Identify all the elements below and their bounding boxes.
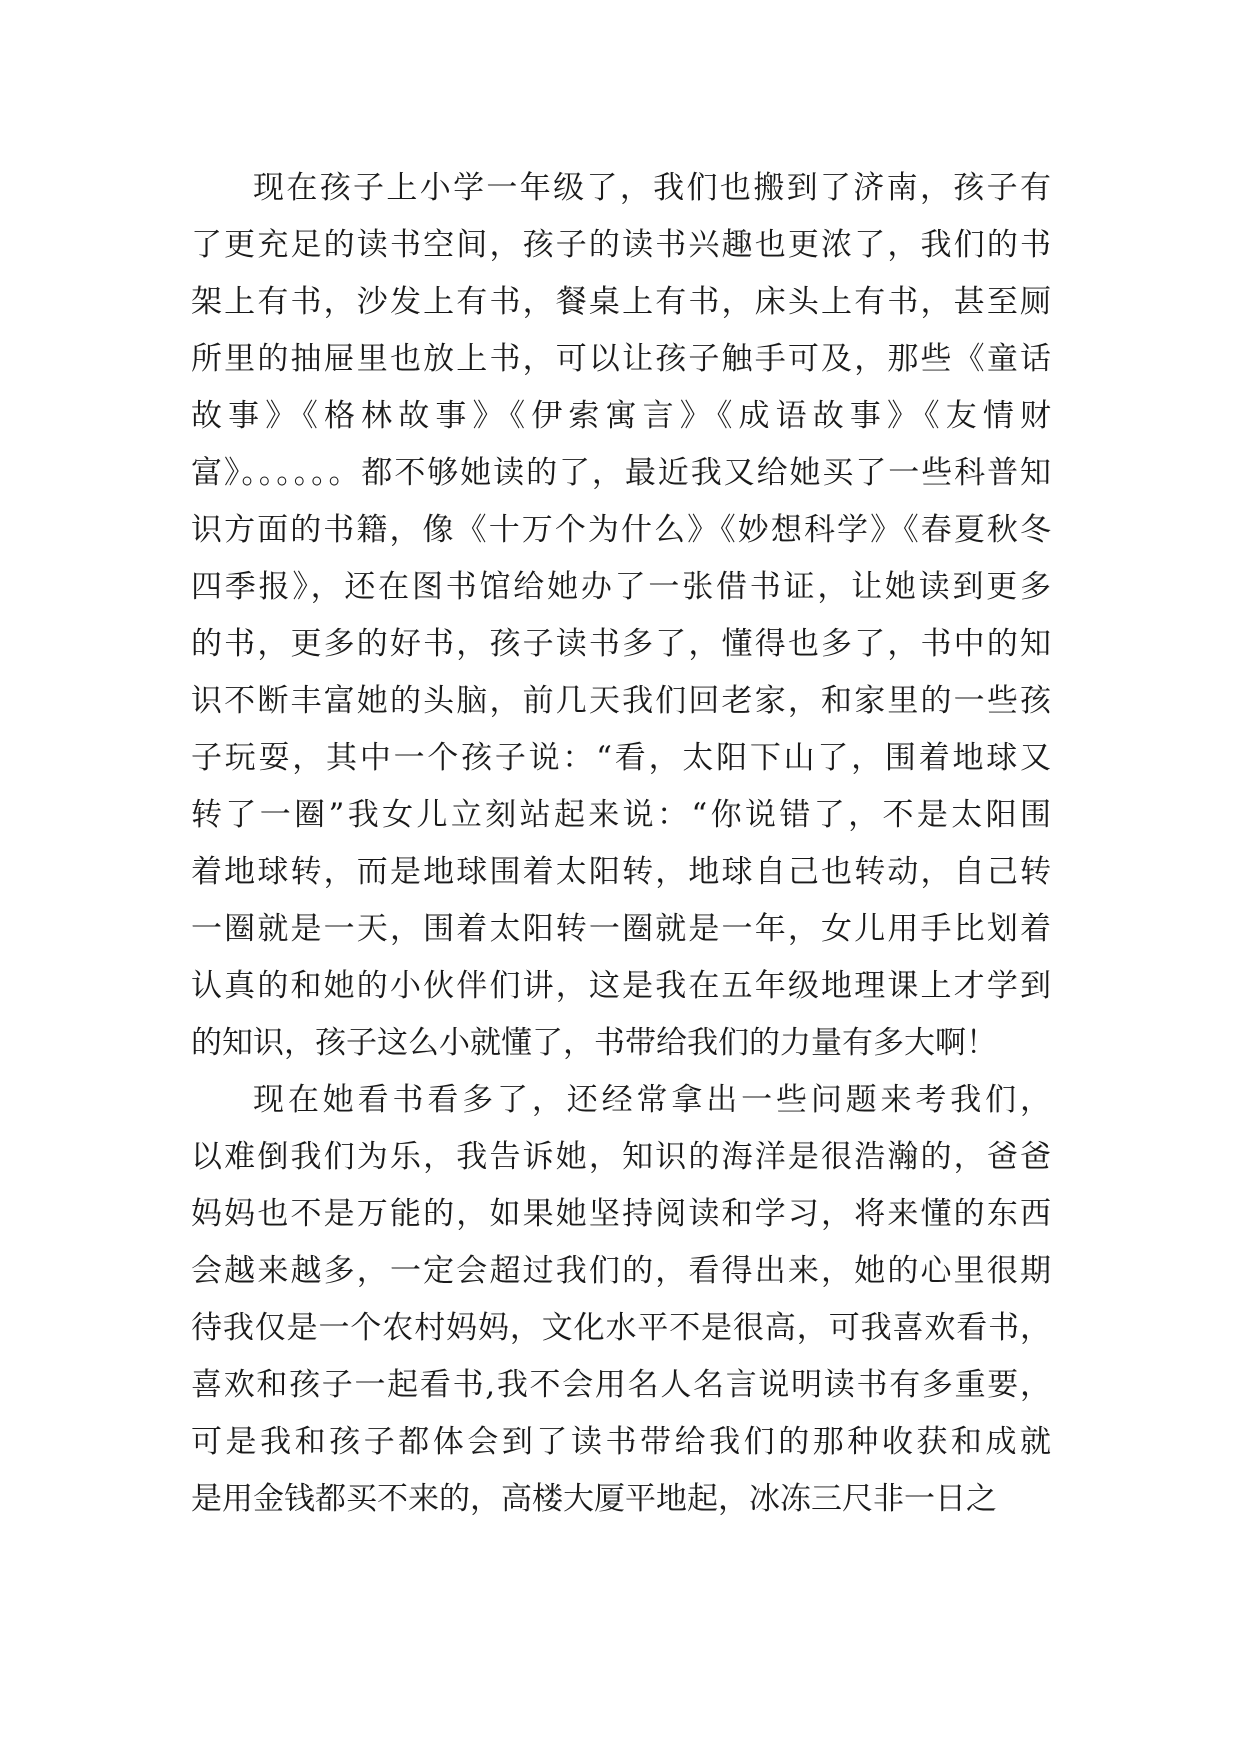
text-line: 转了一圈”我女儿立刻站起来说：“你说错了，不是太阳围 — [191, 797, 1051, 833]
text-line: 着地球转，而是地球围着太阳转，地球自己也转动，自己转 — [191, 854, 1051, 890]
text-line: 一圈就是一天，围着太阳转一圈就是一年，女儿用手比划着 — [191, 911, 1051, 947]
text-line: 可是我和孩子都体会到了读书带给我们的那种收获和成就 — [191, 1424, 1051, 1460]
text-line: 子玩耍，其中一个孩子说：“看，太阳下山了，围着地球又 — [191, 740, 1051, 776]
text-line: 所里的抽屉里也放上书，可以让孩子触手可及，那些《童话 — [191, 341, 1051, 377]
text-line: 的书，更多的好书，孩子读书多了，懂得也多了，书中的知 — [191, 626, 1051, 662]
text-line: 是用金钱都买不来的，高楼大厦平地起，冰冻三尺非一日之 — [191, 1481, 997, 1517]
text-line: 富》。。。。。。都不够她读的了，最近我又给她买了一些科普知 — [191, 455, 1051, 491]
text-line: 现在孩子上小学一年级了，我们也搬到了济南，孩子有 — [253, 170, 1051, 206]
text-line: 妈妈也不是万能的，如果她坚持阅读和学习，将来懂的东西 — [191, 1196, 1051, 1232]
text-line: 架上有书，沙发上有书，餐桌上有书，床头上有书，甚至厕 — [191, 284, 1051, 320]
text-line: 喜欢和孩子一起看书,我不会用名人名言说明读书有多重要， — [191, 1367, 1051, 1403]
text-line: 现在她看书看多了，还经常拿出一些问题来考我们， — [253, 1082, 1051, 1118]
text-line: 故事》《格林故事》《伊索寓言》《成语故事》《友情财 — [191, 398, 1051, 434]
document-body — [191, 160, 1051, 1528]
text-line: 会越来越多，一定会超过我们的，看得出来，她的心里很期 — [191, 1253, 1051, 1289]
paragraph-1 — [191, 160, 1051, 1072]
text-line: 待我仅是一个农村妈妈，文化水平不是很高，可我喜欢看书， — [191, 1310, 1051, 1346]
text-line: 以难倒我们为乐，我告诉她，知识的海洋是很浩瀚的，爸爸 — [191, 1139, 1051, 1175]
text-line: 识不断丰富她的头脑，前几天我们回老家，和家里的一些孩 — [191, 683, 1051, 719]
paragraph-2 — [191, 1072, 1051, 1528]
text-line: 了更充足的读书空间，孩子的读书兴趣也更浓了，我们的书 — [191, 227, 1051, 263]
text-line: 识方面的书籍，像《十万个为什么》《妙想科学》《春夏秋冬 — [191, 512, 1051, 548]
text-line: 认真的和她的小伙伴们讲，这是我在五年级地理课上才学到 — [191, 968, 1051, 1004]
text-line: 的知识，孩子这么小就懂了，书带给我们的力量有多大啊！ — [191, 1025, 997, 1061]
text-line: 四季报》，还在图书馆给她办了一张借书证，让她读到更多 — [191, 569, 1051, 605]
